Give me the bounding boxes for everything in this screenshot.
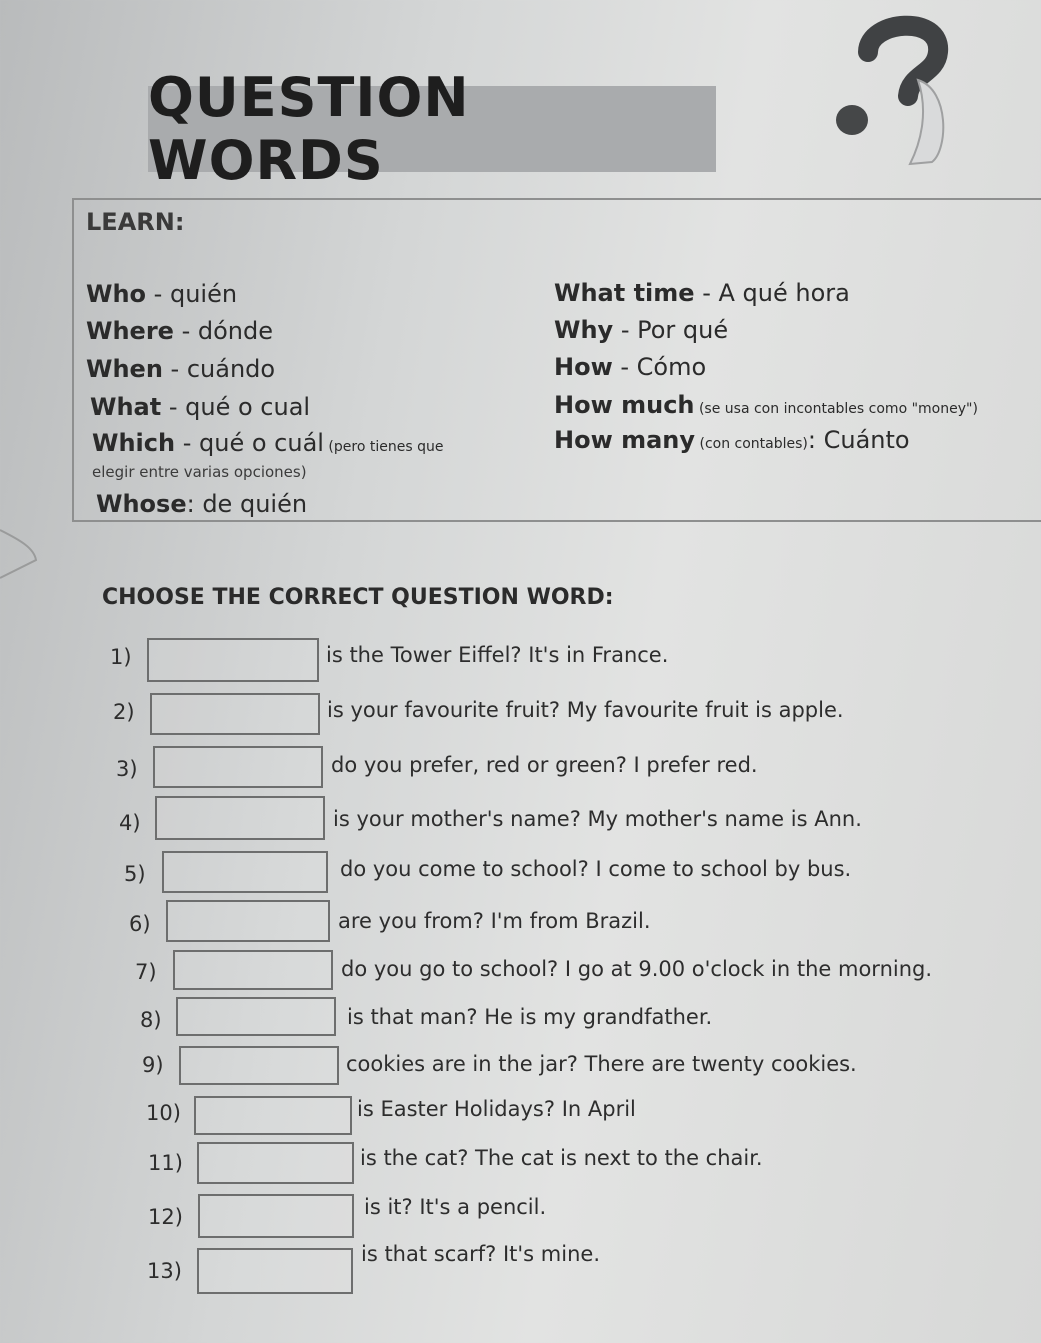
question-text: cookies are in the jar? There are twenty cookies. [346, 1052, 857, 1076]
vocab-word: Who [86, 280, 147, 308]
vocab-meaning: : Cuánto [807, 426, 910, 454]
answer-box-8[interactable] [176, 997, 336, 1036]
question-text: is it? It's a pencil. [364, 1195, 547, 1219]
vocab-note: (pero tienes que [323, 439, 444, 455]
answer-box-4[interactable] [155, 796, 325, 840]
vocab-when [86, 355, 275, 383]
vocab-how-much [554, 391, 978, 419]
question-text: is your mother's name? My mother's name is Ann. [333, 807, 862, 831]
question-number: 13) [147, 1259, 182, 1283]
vocab-meaning: - quién [146, 280, 238, 308]
question-number: 4) [119, 811, 141, 835]
vocab-who [86, 280, 237, 308]
question-number: 7) [135, 960, 157, 984]
vocab-word: How much [554, 391, 695, 419]
question-text: is Easter Holidays? In April [357, 1097, 636, 1121]
answer-box-5[interactable] [162, 851, 328, 893]
answer-box-3[interactable] [153, 746, 323, 788]
vocab-meaning: - cuándo [162, 355, 276, 383]
vocab-whose [96, 490, 307, 518]
learn-title: LEARN: [86, 208, 185, 236]
question-text: is the cat? The cat is next to the chair. [360, 1146, 763, 1170]
question-number: 11) [148, 1151, 183, 1175]
vocab-meaning: : de quién [186, 490, 308, 518]
question-text: is the Tower Eiffel? It's in France. [326, 643, 669, 667]
vocab-meaning: - Cómo [612, 353, 707, 381]
answer-box-7[interactable] [173, 950, 333, 990]
vocab-meaning: - qué o cual [161, 393, 311, 421]
question-number: 1) [110, 645, 132, 669]
page-curl-decoration [0, 520, 50, 580]
question-text: do you go to school? I go at 9.00 o'clock in the morning. [341, 957, 933, 981]
question-mark-figure-icon [830, 0, 970, 170]
answer-box-6[interactable] [166, 900, 330, 942]
vocab-meaning: - qué o cuál [175, 429, 324, 457]
vocab-how [554, 353, 706, 381]
question-number: 8) [140, 1008, 162, 1032]
vocab-what-time [554, 279, 850, 307]
question-number: 9) [142, 1053, 164, 1077]
question-text: is that man? He is my grandfather. [347, 1005, 713, 1029]
answer-box-10[interactable] [194, 1096, 352, 1135]
vocab-meaning: - Por qué [613, 316, 729, 344]
answer-box-1[interactable] [147, 638, 319, 682]
vocab-word: Why [554, 316, 614, 344]
vocab-note: (con contables) [695, 436, 808, 452]
question-number: 2) [113, 700, 135, 724]
question-number: 12) [148, 1205, 183, 1229]
question-text: do you prefer, red or green? I prefer red. [331, 753, 758, 777]
question-text: is your favourite fruit? My favourite fruit is apple. [327, 698, 844, 722]
vocab-which [92, 429, 443, 457]
vocab-word: What [90, 393, 162, 421]
question-number: 5) [124, 862, 146, 886]
vocab-word: How [554, 353, 613, 381]
vocab-meaning: - A qué hora [694, 279, 850, 307]
vocab-word: How many [554, 426, 696, 454]
vocab-where [86, 317, 273, 345]
vocab-meaning: - dónde [173, 317, 273, 345]
answer-box-12[interactable] [198, 1194, 354, 1238]
answer-box-2[interactable] [150, 693, 320, 735]
page-title-banner [148, 66, 716, 192]
question-text: are you from? I'm from Brazil. [338, 909, 651, 933]
page-title: QUESTION WORDS [148, 66, 470, 192]
question-number: 6) [129, 912, 151, 936]
vocab-word: What time [554, 279, 695, 307]
vocab-what [90, 393, 310, 421]
vocab-note: (se usa con incontables como "money") [694, 401, 978, 417]
answer-box-11[interactable] [197, 1142, 354, 1184]
question-number: 3) [116, 757, 138, 781]
question-text: do you come to school? I come to school by bus. [340, 857, 852, 881]
vocab-word: When [86, 355, 163, 383]
vocab-why [554, 316, 728, 344]
answer-box-13[interactable] [197, 1248, 353, 1294]
vocab-word: Which [92, 429, 176, 457]
question-number: 10) [146, 1101, 181, 1125]
question-text: is that scarf? It's mine. [361, 1242, 600, 1266]
answer-box-9[interactable] [179, 1046, 339, 1085]
exercise-title: CHOOSE THE CORRECT QUESTION WORD: [102, 585, 614, 610]
vocab-word: Whose [96, 490, 187, 518]
vocab-how-many [554, 426, 910, 454]
vocab-which-note: elegir entre varias opciones) [92, 463, 307, 481]
vocab-word: Where [86, 317, 174, 345]
